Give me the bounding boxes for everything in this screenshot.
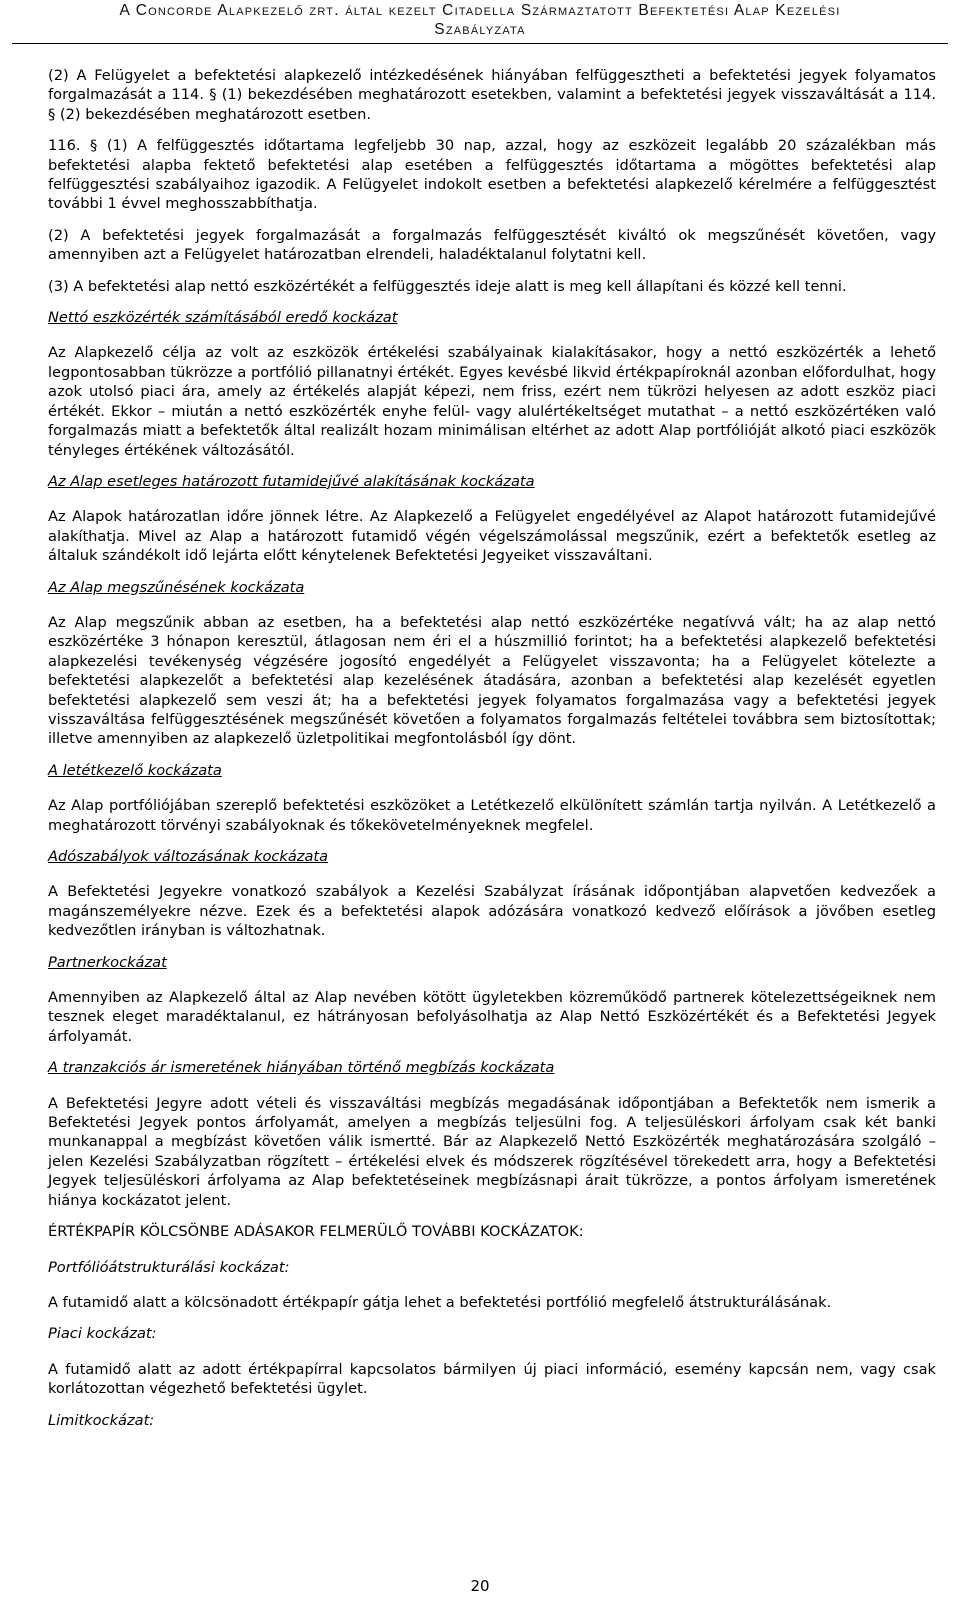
- body-paragraph: 116. § (1) A felfüggesztés időtartama legfeljebb 30 nap, azzal, hogy az eszközeit legalább 20 százalékban más befektetési alapba fektető befektetési alap esetében a felfüggesztés időtartama a mögöttes befektetési alap felfüggesztési szabályaihoz igazodik. A Felügyelet indokolt esetben a befektetési alapkezelő kérelmére a felfüggesztést további 1 évvel meghosszabbíthatja.: [48, 137, 936, 213]
- body-paragraph: (2) A Felügyelet a befektetési alapkezelő intézkedésének hiányában felfüggesztheti a befektetési jegyek folyamatos forgalmazását a 114. § (1) bekezdésében meghatározott esetekben, valamint a befektetési jegyek visszaváltását a 114. § (2) bekezdésében meghatározott esetben.: [48, 67, 936, 123]
- body-paragraph: Az Alapok határozatlan időre jönnek létre. Az Alapkezelő a Felügyelet engedélyével az Alapot határozott futamidejűvé alakíthatja. Mivel az Alap a határozott futamidő végén végelszámolással megszűnik, ezért a befektetők esetleg az általuk szándékolt idő lejárta előtt kénytelenek Befektetési Jegyeiket visszaváltani.: [48, 508, 936, 565]
- header-title-line2: Szabályzata: [434, 21, 526, 38]
- document-body: [48, 66, 936, 1446]
- body-paragraph: A futamidő alatt az adott értékpapírral kapcsolatos bármilyen új piaci információ, esemény kapcsán nem, vagy csak korlátozottan végezhető befektetési ügylet.: [48, 1360, 936, 1398]
- header-title-line1: A Concorde Alapkezelő zrt. által kezelt Citadella Származtatott Befektetési Alap Kezelési: [119, 2, 841, 19]
- body-paragraph: A futamidő alatt a kölcsönadott értékpapír gátja lehet a befektetési portfólió megfelelő átstrukturálásának.: [48, 1293, 832, 1311]
- subsection-heading: Piaci kockázat:: [48, 1325, 157, 1343]
- subsection-heading: Limitkockázat:: [48, 1411, 155, 1429]
- body-paragraph: (3) A befektetési alap nettó eszközértékét a felfüggesztés ideje alatt is meg kell állapítani és közzé kell tenni.: [48, 277, 847, 295]
- caps-heading: ÉRTÉKPAPÍR KÖLCSÖNBE ADÁSAKOR FELMERÜLŐ TOVÁBBI KOCKÁZATOK:: [48, 1223, 584, 1241]
- section-heading: A tranzakciós ár ismeretének hiányában történő megbízás kockázata: [48, 1059, 555, 1077]
- section-heading: Partnerkockázat: [48, 953, 167, 971]
- section-heading: Adószabályok változásának kockázata: [48, 848, 329, 865]
- body-paragraph: Amennyiben az Alapkezelő által az Alap nevében kötött ügyletekben közreműködő partnerek kötelezettségeiknek nem tesznek eleget maradéktalanul, ez hátrányosan befolyásolhatja az Alap Nettó Eszközértékét és a Befektetési Jegyek árfolyamát.: [48, 989, 936, 1045]
- section-heading: Az Alap esetleges határozott futamidejűvé alakításának kockázata: [48, 472, 535, 490]
- body-paragraph: Az Alapkezelő célja az volt az eszközök értékelési szabályainak kialakításakor, hogy a nettó eszközérték a lehető legpontosabban tükrözze a portfólió pillanatnyi értékét. Egyes kevésbé likvid értékpapíroknál azonban előfordulhat, hogy azok utolsó piaci ára, amely az értékelés alapját képezi, nem friss, ezért nem tükrözi helyesen az adott eszköz piaci értékét. Ekkor – miután a nettó eszközérték enyhe felül- vagy alulértékeltséget mutathat – a nettó eszközértéken való forgalmazás miatt a befektetők által realizált hozam minimálisan eltérhet az adott Alap portfólióját alkotó piaci eszközök tényleges értékének változásától.: [48, 344, 936, 459]
- header-divider: [12, 43, 948, 44]
- section-heading: Nettó eszközérték számításából eredő kockázat: [48, 309, 398, 327]
- subsection-heading: Portfólióátstrukturálási kockázat:: [48, 1258, 290, 1276]
- body-paragraph: A Befektetési Jegyre adott vételi és visszaváltási megbízás megadásának időpontjában a Befektetők nem ismerik a Befektetési Jegyek pontos árfolyamát, amelyen a megbízás teljesülni fog. A teljesüléskori árfolyam csak két banki munkanappal a megbízást követően válik ismertté. Bár az Alapkezelő Nettó Eszközérték meghatározására szolgáló – jelen Kezelési Szabályzatban rögzített – értékelési elvek és módszerek rögzítésével törekedett arra, hogy a Befektetési Jegyek teljesüléskori árfolyama az Alap befektetéseinek megbízásnapi árait tükrözze, a pontos árfolyam ismeretének hiánya kockázatot jelent.: [48, 1094, 936, 1209]
- body-paragraph: A Befektetési Jegyekre vonatkozó szabályok a Kezelési Szabályzat írásának időpontjában alapvetően kedvezőek a magánszemélyekre nézve. Ezek és a befektetési alapok adózására vonatkozó kedvező előírások a jövőben esetleg kedvezőtlen irányban is változhatnak.: [48, 883, 936, 940]
- section-heading: A letétkezelő kockázata: [48, 761, 222, 779]
- page-number: 20: [470, 1577, 490, 1595]
- section-heading: Az Alap megszűnésének kockázata: [48, 578, 305, 596]
- document-header: [0, 0, 960, 43]
- body-paragraph: Az Alap megszűnik abban az esetben, ha a befektetési alap nettó eszközértéke negatívvá vált; ha az alap nettó eszközértéke 3 hónapon keresztül, átlagosan nem éri el a húszmillió forintot; ha a befektetési alapkezelő befektetési alapkezelési tevékenység végzésére jogosító engedélyét a Felügyelet visszavonta; ha a Felügyelet kötelezte a befektetési alapkezelőt a befektetési alap kezelésének átadására, azonban a befektetési alap kezelését egyetlen befektetési alapkezelő sem veszi át; ha a befektetési jegyek folyamatos forgalmazása vagy a befektetési jegyek visszaváltása felfüggesztésének megszűnését követően a folyamatos forgalmazás feltételei továbbra sem biztosítottak; illetve amennyiben az alapkezelő üzletpolitikai megfontolásból így dönt.: [48, 613, 936, 748]
- body-paragraph: (2) A befektetési jegyek forgalmazását a forgalmazás felfüggesztését kiváltó ok megszűnését követően, vagy amennyiben azt a Felügyelet határozatban elrendeli, haladéktalanul folytatni kell.: [48, 226, 936, 264]
- body-paragraph: Az Alap portfóliójában szereplő befektetési eszközöket a Letétkezelő elkülönített számlán tartja nyilván. A Letétkezelő a meghatározott törvényi szabályoknak és tőkekövetelményeknek megfelel.: [48, 797, 936, 834]
